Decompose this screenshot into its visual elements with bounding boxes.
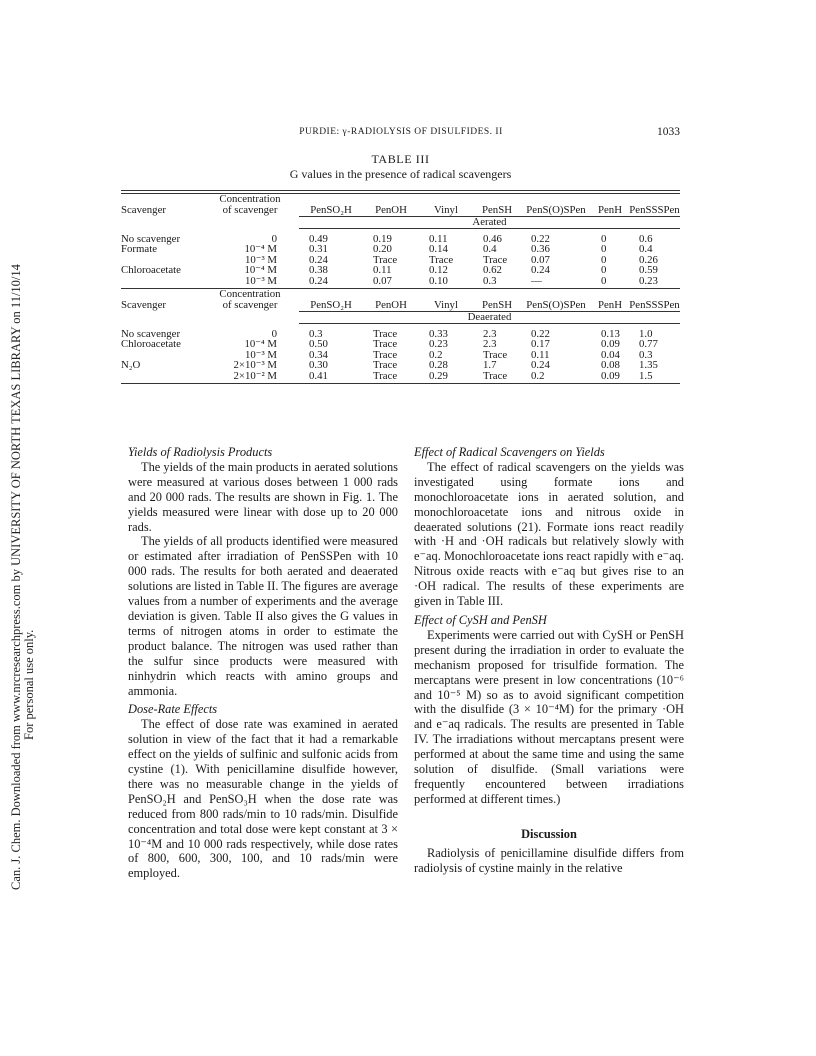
watermark-line-1: Can. J. Chem. Downloaded from www.nrcresearchpress.com by UNIVERSITY OF NORTH TEXAS LIBRARY on 11/10/14	[9, 264, 23, 890]
value-cell: 0	[601, 232, 607, 245]
value-cell: 0.3	[639, 348, 653, 361]
value-cell: 0.24	[531, 359, 550, 371]
value-cell: 0.09	[601, 369, 620, 382]
value-cell: Trace	[483, 253, 508, 266]
value-cell: Trace	[483, 369, 508, 382]
section-heading: Effect of Radical Scavengers on Yields	[414, 445, 605, 459]
value-cell: 1.7	[483, 359, 497, 371]
column-header: Scavenger	[121, 299, 166, 311]
concentration-cell: 10⁻³ M	[244, 348, 277, 361]
section-heading: Dose-Rate Effects	[128, 702, 218, 717]
value-cell: 0.11	[429, 232, 448, 245]
value-cell: 0.23	[429, 338, 448, 350]
value-cell: 0.4	[639, 243, 653, 255]
table-row	[121, 350, 680, 361]
table-row	[121, 360, 680, 371]
g-values-table	[121, 194, 680, 384]
table-row	[121, 234, 680, 245]
value-cell: —	[531, 274, 542, 287]
value-cell: 0.10	[429, 274, 448, 287]
value-cell: 0.13	[601, 327, 620, 340]
concentration-cell: 10⁻³ M	[244, 274, 277, 287]
value-cell: 0.4	[483, 243, 497, 255]
table-row	[121, 371, 680, 382]
concentration-cell: 2×10⁻³ M	[233, 359, 277, 371]
value-cell: 0.22	[531, 232, 550, 245]
value-cell: Trace	[483, 348, 508, 361]
concentration-cell: 0	[271, 232, 277, 245]
page-number: 1033	[657, 126, 680, 138]
running-title: PURDIE: γ-RADIOLYSIS OF DISULFIDES. II	[299, 127, 503, 137]
concentration-cell: 2×10⁻² M	[233, 369, 277, 382]
table-row	[121, 339, 680, 350]
value-cell: 0.22	[531, 327, 550, 340]
table-header-row	[121, 289, 680, 312]
section-title: Discussion	[521, 826, 577, 841]
column-header: PenH	[598, 203, 622, 216]
column-header: PenSH	[482, 298, 512, 311]
column-header: PenS(O)SPen	[526, 203, 586, 216]
value-cell: 1.0	[639, 327, 653, 340]
value-cell: 0.2	[531, 369, 545, 382]
scavenger-cell: No scavenger	[121, 327, 181, 340]
section-heading: Yields of Radiolysis Products	[128, 445, 273, 459]
value-cell: 0	[601, 264, 607, 276]
value-cell: 0.41	[309, 369, 328, 382]
body-paragraph: Radiolysis of penicillamine disulfide differs from radiolysis of cystine mainly in the relative	[414, 845, 684, 875]
value-cell: 0.20	[373, 243, 392, 255]
body-paragraph: The effect of radical scavengers on the yields was investigated using formate ions and monochloroacetate ions in aerated solution, and monochloroacetate ions and nitrous oxide in deaerated solutions (21). Formate ions react readily with ·H and ·OH radicals but relatively slowly with e⁻aq. Monochloroacetate ions react rapidly with e⁻aq. Nitrous oxide reacts with e⁻aq but gives rise to an ·OH radical. The results of these experiments are given in Table III.	[414, 459, 684, 609]
column-header: Scavenger	[121, 204, 166, 216]
column-header: Vinyl	[434, 298, 458, 311]
value-cell: 0.31	[309, 243, 328, 255]
value-cell: 0.6	[639, 232, 653, 245]
value-cell: 0.77	[639, 338, 658, 350]
value-cell: Trace	[373, 253, 398, 266]
scavenger-cell: No scavenger	[121, 232, 181, 245]
value-cell: Trace	[373, 348, 398, 361]
value-cell: 0.30	[309, 359, 328, 371]
download-watermark	[2, 190, 42, 890]
condition-label: Aerated	[299, 216, 680, 228]
scavenger-cell: N₂O	[121, 359, 141, 371]
value-cell: Trace	[373, 359, 398, 371]
column-header: Vinyl	[434, 203, 458, 216]
table-row	[121, 244, 680, 255]
concentration-cell: 10⁻⁴ M	[244, 264, 277, 276]
left-text-column	[128, 445, 398, 881]
value-cell: 1.35	[639, 359, 658, 371]
value-cell: 0.04	[601, 348, 620, 361]
table-name: TABLE III	[371, 152, 430, 166]
scavenger-cell	[121, 371, 201, 382]
value-cell: 0.34	[309, 348, 328, 361]
value-cell: 0.59	[639, 264, 658, 276]
value-cell: 0.38	[309, 264, 328, 276]
value-cell: 0.11	[531, 348, 550, 361]
value-cell: 2.3	[483, 327, 497, 340]
column-header: Concentration of scavenger	[219, 288, 281, 311]
value-cell: 0.19	[373, 232, 392, 245]
value-cell: 0.49	[309, 232, 328, 245]
value-cell: 0.08	[601, 359, 620, 371]
value-cell: 0.29	[429, 369, 448, 382]
column-header: PenSO₂H	[310, 203, 352, 216]
value-cell: 0.26	[639, 253, 658, 266]
column-header: PenS(O)SPen	[526, 298, 586, 311]
body-paragraph: Experiments were carried out with CySH or PenSH present during the irradiation in order to evaluate the mechanism proposed for trisulfide formation. The mercaptans were present in low concentrations (10⁻⁶ and 10⁻⁵ M) so as to avoid significant competition with the disulfide (3 × 10⁻⁴M) for the primary ·OH and e⁻aq radicals. The results are presented in Table IV. The irradiations without mercaptans present were performed at about the same time and using the same solution of disulfide. (Small variations were frequently encountered between irradiations performed at different times.)	[414, 627, 684, 806]
table-row	[121, 255, 680, 266]
value-cell: Trace	[373, 369, 398, 382]
value-cell: 0.11	[373, 264, 392, 276]
value-cell: 0.12	[429, 264, 448, 276]
value-cell: 0.24	[309, 253, 328, 266]
table-row	[121, 265, 680, 276]
column-header: Concentration of scavenger	[219, 193, 281, 216]
condition-row	[121, 311, 680, 323]
value-cell: 0.14	[429, 243, 448, 255]
value-cell: 0.36	[531, 243, 550, 255]
column-header: PenOH	[375, 298, 407, 311]
value-cell: 0.28	[429, 359, 448, 371]
value-cell: Trace	[429, 253, 454, 266]
concentration-cell: 0	[271, 327, 277, 340]
column-header: PenSSSPen	[629, 203, 680, 216]
value-cell: Trace	[373, 338, 398, 350]
value-cell: 0.07	[373, 274, 392, 287]
body-paragraph: The yields of all products identified were measured or estimated after irradiation of PenSSPen with 10 000 rads. The results for both aerated and deaerated solutions are listed in Table II. The figures are average values from a number of experiments and the average deviation is given. Table II also gives the G values in terms of nitrogen atoms in order to estimate the product balance. The nitrogen was used rather than the sulfur since products were measured with ninhydrin which reacts with amino groups and ammonia.	[128, 534, 398, 698]
scavenger-cell: Formate	[121, 243, 157, 255]
value-cell: 0.07	[531, 253, 550, 266]
value-cell: 2.3	[483, 338, 497, 350]
column-header: PenSSSPen	[629, 298, 680, 311]
value-cell: 0.09	[601, 338, 620, 350]
value-cell: 0.3	[309, 327, 323, 340]
column-header: PenSO₂H	[310, 298, 352, 311]
condition-label: Deaerated	[299, 311, 680, 323]
value-cell: 0	[601, 274, 607, 287]
value-cell: 0.3	[483, 274, 497, 287]
value-cell: 0.50	[309, 338, 328, 350]
value-cell: 0.24	[531, 264, 550, 276]
value-cell: 0.62	[483, 264, 502, 276]
table-header-row	[121, 194, 680, 216]
table-caption: G values in the presence of radical scavengers	[289, 167, 512, 181]
value-cell: 0.24	[309, 274, 328, 287]
body-paragraph: The effect of dose rate was examined in aerated solution in view of the fact that it had a remarkable effect on the yields of sulfinic and sulfonic acids from cystine (1). With penicillamine disulfide however, there was no measurable change in the yields of PenSO₂H and PenSO₃H when the dose rate was reduced from 800 rads/min to 10 rads/min. Disulfide concentration and total dose were kept constant at 3 × 10⁻⁴M and 10 000 rads respectively, while dose rates of 800, 600, 300, 100, and 10 rads/min were employed.	[128, 717, 398, 881]
watermark-line-2: For personal use only.	[22, 629, 36, 740]
section-heading: Effect of CySH and PenSH	[414, 612, 547, 627]
value-cell: Trace	[373, 327, 398, 340]
concentration-cell: 10⁻³ M	[244, 253, 277, 266]
value-cell: 0	[601, 253, 607, 266]
concentration-cell: 10⁻⁴ M	[244, 338, 277, 350]
running-header	[122, 126, 680, 142]
value-cell: 0.23	[639, 274, 658, 287]
table-row	[121, 329, 680, 340]
scavenger-cell: Chloroacetate	[121, 338, 181, 350]
value-cell: 1.5	[639, 369, 653, 382]
right-text-column	[414, 445, 684, 875]
scavenger-cell	[121, 276, 201, 287]
value-cell: 0.46	[483, 232, 502, 245]
table-iii	[121, 152, 680, 384]
column-header: PenH	[598, 298, 622, 311]
value-cell: 0.17	[531, 338, 550, 350]
body-paragraph: The yields of the main products in aerated solutions were measured at various doses between 1 000 rads and 20 000 rads. The results are shown in Fig. 1. The yields measured were linear with dose up to 20 000 rads.	[128, 459, 398, 534]
value-cell: 0.2	[429, 348, 443, 361]
table-row	[121, 276, 680, 287]
column-header: PenSH	[482, 203, 512, 216]
condition-row	[121, 216, 680, 228]
scavenger-cell: Chloroacetate	[121, 264, 181, 276]
value-cell: 0.33	[429, 327, 448, 340]
value-cell: 0	[601, 243, 607, 255]
concentration-cell: 10⁻⁴ M	[244, 243, 277, 255]
column-header: PenOH	[375, 203, 407, 216]
